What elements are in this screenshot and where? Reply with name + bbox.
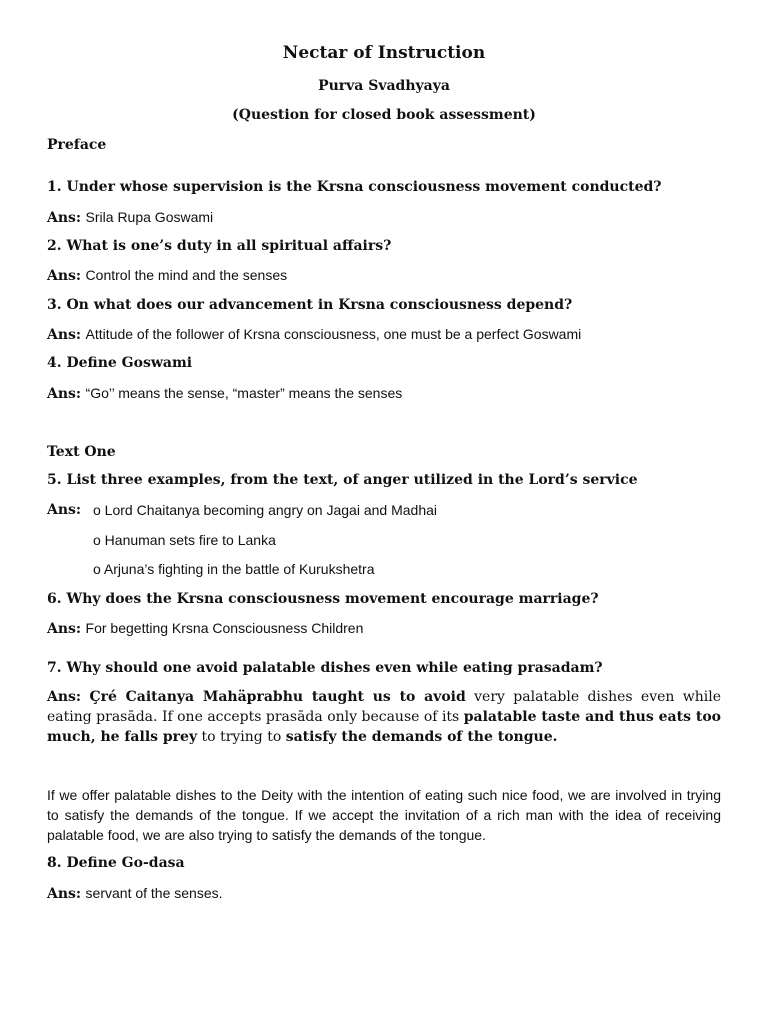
answer-text: Control the mind and the senses [85,267,288,283]
answer-2 [47,266,287,285]
answer-text: Attitude of the follower of Krsna consciousness, one must be a perfect Goswami [85,326,582,342]
answer-7-paragraph [47,687,721,747]
answer-label: Ans: [47,210,82,226]
question-2: 2. What is one’s duty in all spiritual affairs? [47,238,392,254]
answer-7-emphasis-3: satisfy the demands of the tongue. [285,729,558,745]
answer-label: Ans: [47,327,82,343]
answer-label: Ans: [47,689,82,705]
answer-text: For begetting Krsna Consciousness Children [85,620,364,636]
question-5: 5. List three examples, from the text, of anger utilized in the Lord’s service [47,472,638,488]
answer-3 [47,325,581,344]
answer-label: Ans: [47,886,82,902]
question-8: 8. Define Go-dasa [47,855,185,871]
answer-7-text-1: very palatable dishes even while eating prasāda. If one accepts prasāda only because of its [47,689,721,725]
list-item: o Arjuna’s fighting in the battle of Kurukshetra [93,561,375,577]
answer-8 [47,884,223,903]
answer-text: Srila Rupa Goswami [85,209,214,225]
answer-6 [47,619,363,638]
section-heading-text-one: Text One [47,444,116,460]
section-heading-preface: Preface [47,137,107,153]
answer-label: Ans: [47,386,82,402]
answer-label: Ans: [47,621,82,637]
list-item: o Hanuman sets fire to Lanka [93,532,276,548]
question-1: 1. Under whose supervision is the Krsna consciousness movement conducted? [47,179,662,195]
question-4: 4. Define Goswami [47,355,193,371]
answer-7-text-2: to trying to [197,729,286,745]
answer-text: “Go’’ means the sense, “master” means the senses [85,385,403,401]
document-subtitle: Purva Svadhyaya [318,78,450,94]
answer-label: Ans: [47,502,82,518]
answer-7-extra-paragraph: If we offer palatable dishes to the Deity with the intention of eating such nice food, we are involved in trying to satisfy the demands of the tongue. If we accept the invitation of a rich man with the idea of receiving palatable food, we are also trying to satisfy the demands of the tongue. [47,787,721,843]
answer-5 [47,501,81,519]
answer-text: servant of the senses. [85,885,223,901]
list-item: o Lord Chaitanya becoming angry on Jagai and Madhai [93,502,438,518]
question-6: 6. Why does the Krsna consciousness movement encourage marriage? [47,591,599,607]
answer-label: Ans: [47,268,82,284]
answer-1 [47,208,213,227]
answer-4 [47,384,402,403]
answer-7-emphasis-1: Çré Caitanya Mahäprabhu taught us to avoid [89,689,466,705]
question-3: 3. On what does our advancement in Krsna consciousness depend? [47,297,573,313]
document-title: Nectar of Instruction [282,43,486,63]
question-7: 7. Why should one avoid palatable dishes even while eating prasadam? [47,660,603,676]
answer-7-emphasis-2: palatable taste and thus eats too much, he falls prey [47,709,721,745]
document-note: (Question for closed book assessment) [232,107,536,123]
